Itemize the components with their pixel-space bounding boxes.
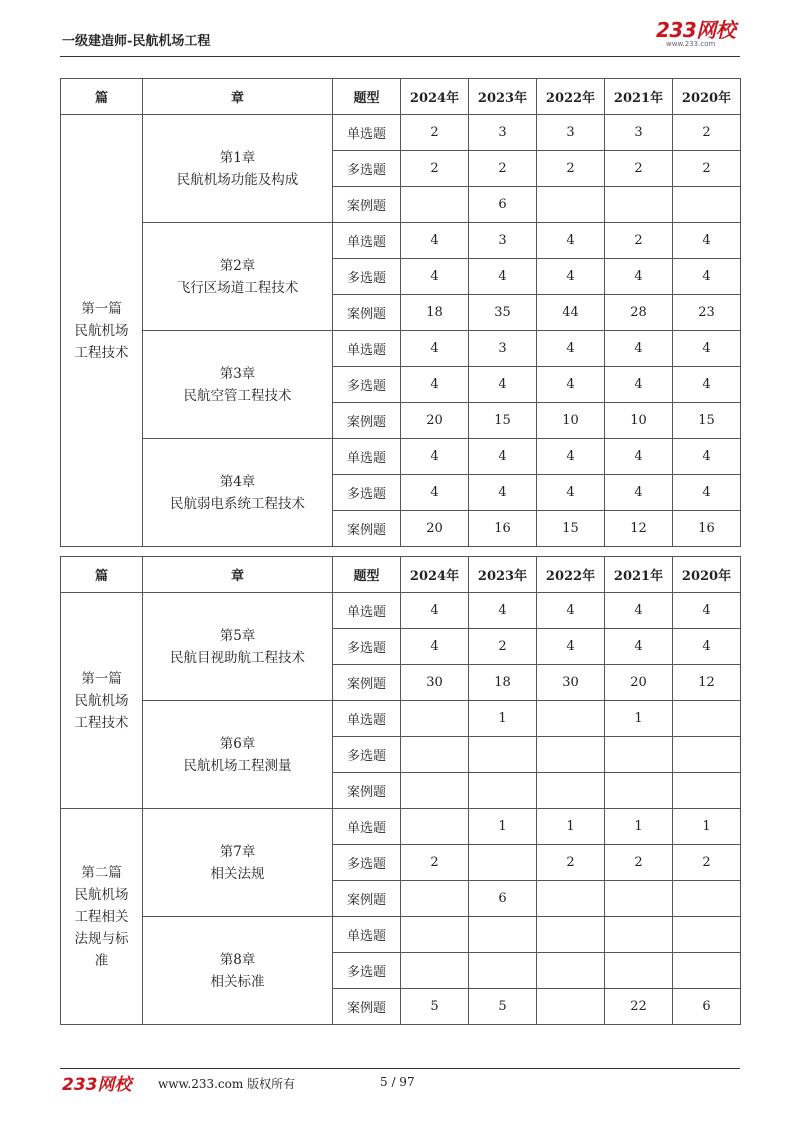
column-header: 章 xyxy=(143,557,333,593)
page-header-title: 一级建造师-民航机场工程 xyxy=(62,34,211,49)
question-type-cell: 单选题 xyxy=(333,809,401,845)
count-cell: 2 xyxy=(673,115,741,151)
question-type-cell: 多选题 xyxy=(333,845,401,881)
count-cell: 3 xyxy=(469,331,537,367)
count-cell: 4 xyxy=(537,259,605,295)
count-cell: 22 xyxy=(605,989,673,1025)
chapter-name: 民航空管工程技术 xyxy=(183,387,292,404)
footer-divider xyxy=(60,1068,740,1069)
count-cell: 20 xyxy=(401,511,469,547)
count-cell: 4 xyxy=(537,475,605,511)
table-header-row xyxy=(61,557,741,593)
column-header: 2023年 xyxy=(469,79,537,115)
count-cell: 1 xyxy=(537,809,605,845)
column-header: 题型 xyxy=(333,79,401,115)
count-cell: 4 xyxy=(673,331,741,367)
question-type-cell: 多选题 xyxy=(333,151,401,187)
count-cell: 4 xyxy=(401,223,469,259)
table-row xyxy=(61,115,741,151)
part-label-line: 法规与标 xyxy=(74,930,129,947)
count-cell: 4 xyxy=(401,593,469,629)
question-type-cell: 单选题 xyxy=(333,331,401,367)
page-number: 5 / 97 xyxy=(380,1075,415,1089)
count-cell xyxy=(469,773,537,809)
count-cell: 20 xyxy=(605,665,673,701)
count-cell xyxy=(537,953,605,989)
count-cell: 2 xyxy=(537,151,605,187)
chapter-number: 第2章 xyxy=(219,257,256,274)
question-type-cell: 案例题 xyxy=(333,511,401,547)
column-header: 2024年 xyxy=(401,557,469,593)
count-cell xyxy=(401,701,469,737)
chapter-number: 第5章 xyxy=(219,627,256,644)
count-cell: 4 xyxy=(605,259,673,295)
column-header: 2022年 xyxy=(537,79,605,115)
chapter-cell xyxy=(143,115,333,223)
count-cell: 4 xyxy=(673,439,741,475)
chapter-cell xyxy=(143,809,333,917)
logo-url: www.233.com xyxy=(666,40,716,48)
count-cell: 2 xyxy=(605,223,673,259)
exam-stats-table-1 xyxy=(60,78,741,547)
question-type-cell: 案例题 xyxy=(333,665,401,701)
count-cell xyxy=(469,953,537,989)
header-divider xyxy=(60,56,740,57)
count-cell: 1 xyxy=(673,809,741,845)
count-cell: 2 xyxy=(673,151,741,187)
chapter-cell xyxy=(143,917,333,1025)
question-type-cell: 案例题 xyxy=(333,881,401,917)
count-cell: 4 xyxy=(469,439,537,475)
question-type-cell: 案例题 xyxy=(333,187,401,223)
part-cell xyxy=(61,115,143,547)
count-cell: 2 xyxy=(605,845,673,881)
column-header: 篇 xyxy=(61,557,143,593)
logo-text: 233网校 xyxy=(656,18,736,42)
count-cell: 1 xyxy=(469,701,537,737)
table-row xyxy=(61,917,741,953)
table-header-row xyxy=(61,79,741,115)
chapter-cell xyxy=(143,331,333,439)
chapter-name: 相关标准 xyxy=(210,973,265,990)
count-cell xyxy=(469,917,537,953)
count-cell: 5 xyxy=(469,989,537,1025)
count-cell: 4 xyxy=(469,475,537,511)
count-cell: 4 xyxy=(537,367,605,403)
column-header: 2021年 xyxy=(605,79,673,115)
count-cell: 4 xyxy=(605,629,673,665)
chapter-cell xyxy=(143,701,333,809)
count-cell: 6 xyxy=(469,881,537,917)
question-type-cell: 案例题 xyxy=(333,989,401,1025)
column-header: 2020年 xyxy=(673,557,741,593)
chapter-number: 第6章 xyxy=(219,735,256,752)
chapter-cell xyxy=(143,593,333,701)
count-cell: 4 xyxy=(673,629,741,665)
count-cell: 15 xyxy=(469,403,537,439)
question-type-cell: 单选题 xyxy=(333,439,401,475)
count-cell: 6 xyxy=(469,187,537,223)
count-cell: 4 xyxy=(605,367,673,403)
question-type-cell: 案例题 xyxy=(333,295,401,331)
column-header: 题型 xyxy=(333,557,401,593)
question-type-cell: 单选题 xyxy=(333,223,401,259)
count-cell xyxy=(401,773,469,809)
table-row xyxy=(61,331,741,367)
count-cell: 12 xyxy=(605,511,673,547)
chapter-name: 飞行区场道工程技术 xyxy=(176,279,299,296)
count-cell: 4 xyxy=(605,331,673,367)
count-cell: 1 xyxy=(469,809,537,845)
count-cell: 16 xyxy=(469,511,537,547)
count-cell: 3 xyxy=(537,115,605,151)
count-cell: 4 xyxy=(469,367,537,403)
part-label-line: 民航机场 xyxy=(74,692,129,709)
part-label-line: 准 xyxy=(94,952,109,969)
count-cell xyxy=(401,737,469,773)
count-cell: 1 xyxy=(605,809,673,845)
count-cell: 4 xyxy=(537,629,605,665)
count-cell: 4 xyxy=(401,439,469,475)
count-cell: 4 xyxy=(605,593,673,629)
count-cell: 6 xyxy=(673,989,741,1025)
chapter-name: 民航弱电系统工程技术 xyxy=(170,495,305,512)
count-cell: 4 xyxy=(401,475,469,511)
count-cell: 23 xyxy=(673,295,741,331)
count-cell: 4 xyxy=(537,593,605,629)
count-cell xyxy=(469,737,537,773)
question-type-cell: 单选题 xyxy=(333,701,401,737)
table-row xyxy=(61,593,741,629)
question-type-cell: 多选题 xyxy=(333,953,401,989)
count-cell: 4 xyxy=(537,223,605,259)
count-cell: 10 xyxy=(605,403,673,439)
count-cell xyxy=(537,701,605,737)
count-cell: 4 xyxy=(401,629,469,665)
count-cell: 4 xyxy=(673,259,741,295)
question-type-cell: 多选题 xyxy=(333,475,401,511)
count-cell xyxy=(605,917,673,953)
count-cell: 1 xyxy=(605,701,673,737)
count-cell xyxy=(469,845,537,881)
table-row xyxy=(61,701,741,737)
chapter-cell xyxy=(143,223,333,331)
count-cell xyxy=(537,737,605,773)
count-cell: 15 xyxy=(537,511,605,547)
chapter-name: 相关法规 xyxy=(210,865,265,882)
count-cell: 3 xyxy=(605,115,673,151)
count-cell xyxy=(537,881,605,917)
count-cell xyxy=(605,737,673,773)
column-header: 2020年 xyxy=(673,79,741,115)
count-cell: 18 xyxy=(401,295,469,331)
count-cell: 4 xyxy=(401,367,469,403)
question-type-cell: 案例题 xyxy=(333,773,401,809)
count-cell: 2 xyxy=(605,151,673,187)
count-cell: 12 xyxy=(673,665,741,701)
question-type-cell: 多选题 xyxy=(333,259,401,295)
chapter-name: 民航机场功能及构成 xyxy=(176,171,299,188)
count-cell: 2 xyxy=(537,845,605,881)
column-header: 2024年 xyxy=(401,79,469,115)
count-cell: 4 xyxy=(537,439,605,475)
count-cell xyxy=(537,917,605,953)
count-cell: 5 xyxy=(401,989,469,1025)
count-cell: 20 xyxy=(401,403,469,439)
part-label-line: 民航机场 xyxy=(74,322,129,339)
part-cell xyxy=(61,593,143,809)
table-row xyxy=(61,223,741,259)
part-label-line: 工程相关 xyxy=(74,908,129,925)
part-label-line: 工程技术 xyxy=(74,714,129,731)
count-cell: 18 xyxy=(469,665,537,701)
part-label-line: 第一篇 xyxy=(81,300,122,317)
count-cell xyxy=(673,881,741,917)
count-cell: 4 xyxy=(605,439,673,475)
count-cell xyxy=(673,953,741,989)
count-cell: 4 xyxy=(401,259,469,295)
question-type-cell: 单选题 xyxy=(333,115,401,151)
count-cell: 4 xyxy=(469,593,537,629)
count-cell xyxy=(673,187,741,223)
question-type-cell: 多选题 xyxy=(333,737,401,773)
count-cell xyxy=(605,187,673,223)
count-cell: 4 xyxy=(673,475,741,511)
footer-copyright: www.233.com 版权所有 xyxy=(158,1077,296,1091)
count-cell: 28 xyxy=(605,295,673,331)
count-cell: 4 xyxy=(605,475,673,511)
exam-stats-table-2 xyxy=(60,556,741,1025)
count-cell: 4 xyxy=(401,331,469,367)
part-label-line: 第二篇 xyxy=(81,864,122,881)
footer-logo: 233网校 xyxy=(62,1075,132,1095)
question-type-cell: 单选题 xyxy=(333,917,401,953)
table-row xyxy=(61,439,741,475)
count-cell xyxy=(401,953,469,989)
count-cell xyxy=(673,773,741,809)
count-cell: 4 xyxy=(673,593,741,629)
count-cell: 44 xyxy=(537,295,605,331)
chapter-number: 第7章 xyxy=(219,843,256,860)
count-cell: 4 xyxy=(537,331,605,367)
chapter-number: 第3章 xyxy=(219,365,256,382)
count-cell: 2 xyxy=(401,845,469,881)
count-cell: 35 xyxy=(469,295,537,331)
count-cell: 2 xyxy=(401,115,469,151)
chapter-name: 民航目视助航工程技术 xyxy=(170,649,305,666)
question-type-cell: 单选题 xyxy=(333,593,401,629)
count-cell: 30 xyxy=(537,665,605,701)
count-cell: 16 xyxy=(673,511,741,547)
count-cell: 2 xyxy=(469,151,537,187)
chapter-name: 民航机场工程测量 xyxy=(183,757,292,774)
column-header: 2023年 xyxy=(469,557,537,593)
site-logo xyxy=(656,20,738,50)
count-cell xyxy=(673,917,741,953)
column-header: 2021年 xyxy=(605,557,673,593)
column-header: 篇 xyxy=(61,79,143,115)
count-cell xyxy=(401,881,469,917)
count-cell: 3 xyxy=(469,223,537,259)
count-cell: 4 xyxy=(469,259,537,295)
chapter-cell xyxy=(143,439,333,547)
count-cell: 10 xyxy=(537,403,605,439)
count-cell: 2 xyxy=(469,629,537,665)
count-cell: 15 xyxy=(673,403,741,439)
part-label-line: 第一篇 xyxy=(81,670,122,687)
count-cell: 30 xyxy=(401,665,469,701)
question-type-cell: 多选题 xyxy=(333,629,401,665)
column-header: 2022年 xyxy=(537,557,605,593)
chapter-number: 第8章 xyxy=(219,951,256,968)
question-type-cell: 多选题 xyxy=(333,367,401,403)
count-cell xyxy=(401,809,469,845)
count-cell xyxy=(537,773,605,809)
part-label-line: 民航机场 xyxy=(74,886,129,903)
count-cell: 2 xyxy=(401,151,469,187)
count-cell xyxy=(537,187,605,223)
chapter-number: 第1章 xyxy=(219,149,256,166)
part-label-line: 工程技术 xyxy=(74,344,129,361)
column-header: 章 xyxy=(143,79,333,115)
question-type-cell: 案例题 xyxy=(333,403,401,439)
count-cell: 3 xyxy=(469,115,537,151)
count-cell xyxy=(401,917,469,953)
count-cell xyxy=(537,989,605,1025)
count-cell xyxy=(401,187,469,223)
count-cell xyxy=(605,881,673,917)
count-cell xyxy=(605,773,673,809)
count-cell: 2 xyxy=(673,845,741,881)
count-cell xyxy=(673,737,741,773)
count-cell: 4 xyxy=(673,223,741,259)
count-cell xyxy=(673,701,741,737)
part-cell xyxy=(61,809,143,1025)
chapter-number: 第4章 xyxy=(219,473,256,490)
count-cell: 4 xyxy=(673,367,741,403)
table-row xyxy=(61,809,741,845)
count-cell xyxy=(605,953,673,989)
